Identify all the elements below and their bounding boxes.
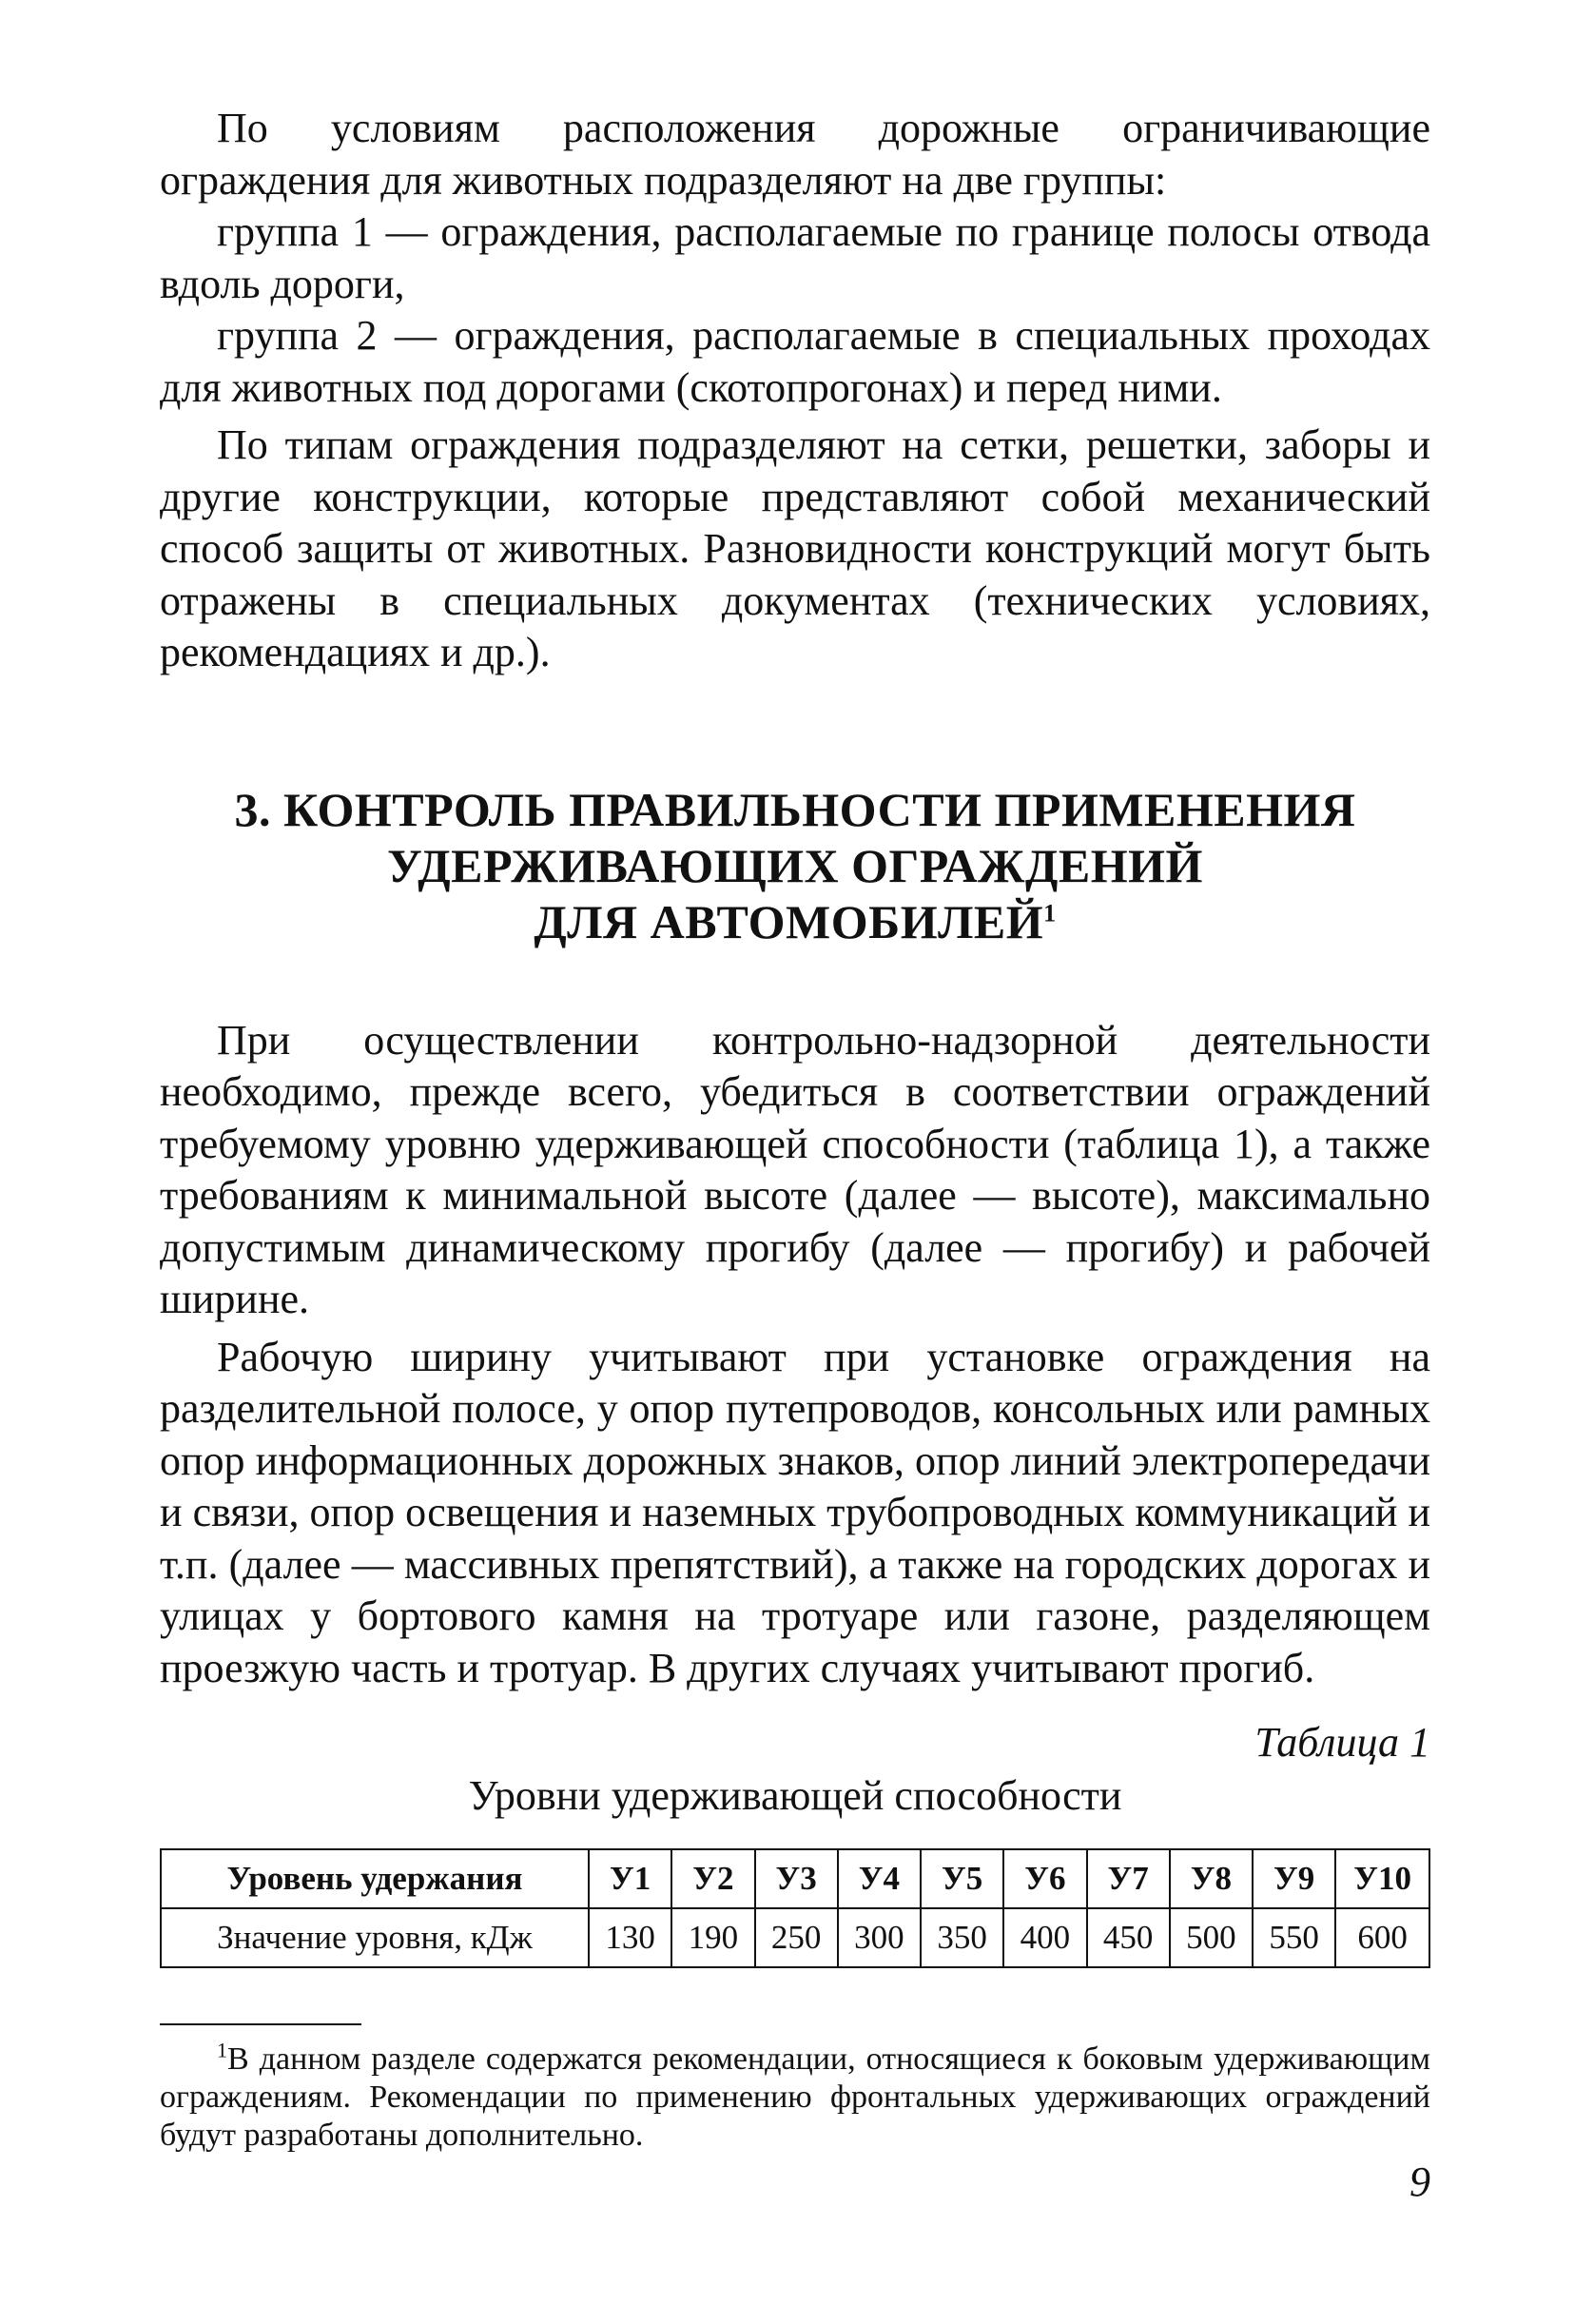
intro-paragraph-2: группа 1 — ограждения, располагаемые по границе полосы отвода вдоль дороги, bbox=[160, 208, 1430, 307]
table-cell: 130 bbox=[589, 1908, 671, 1967]
intro-paragraph-3: группа 2 — ограждения, располагаемые в специальных проходах для животных под дорогами (скотопрогонах) и перед ними. bbox=[160, 312, 1430, 411]
table-cell: 450 bbox=[1087, 1908, 1170, 1967]
table-cell: 550 bbox=[1253, 1908, 1335, 1967]
section-heading-line-2: УДЕРЖИВАЮЩИХ ОГРАЖДЕНИЙ bbox=[387, 838, 1203, 892]
table-cell: 300 bbox=[838, 1908, 921, 1967]
table-cell: 500 bbox=[1170, 1908, 1253, 1967]
table-cell: 350 bbox=[921, 1908, 1003, 1967]
table-header-label: Уровень удержания bbox=[161, 1849, 589, 1908]
table-row-label: Значение уровня, кДж bbox=[161, 1908, 589, 1967]
intro-paragraph-4: По типам ограждения подразделяют на сетки, решетки, заборы и другие конструкции, которые представляют собой механический способ защиты от животных. Разновидности конструкций могут быть отражены в специальных документах (технических условиях, рекомендациях и др.). bbox=[160, 421, 1430, 675]
footnote-reference[interactable]: 1 bbox=[1043, 898, 1057, 927]
table-cell: 250 bbox=[755, 1908, 838, 1967]
table-cell: 400 bbox=[1003, 1908, 1086, 1967]
table-header-cell: У9 bbox=[1253, 1849, 1335, 1908]
section-paragraph-1: При осуществлении контрольно-надзорной деятельности необходимо, прежде всего, убедиться в соответствии ограждений требуемому уровню удерживающей способности (таблица 1), а также требованиям к минимальной высоте (далее — высоте), максимально допустимым динамическому прогибу (далее — прогибу) и рабочей ширине. bbox=[160, 1016, 1430, 1322]
section-heading-line-3 bbox=[160, 894, 1430, 950]
section-heading-line-3-text: ДЛЯ АВТОМОБИЛЕЙ bbox=[534, 894, 1044, 948]
table-cell: 190 bbox=[671, 1908, 754, 1967]
intro-paragraph-1: По условиям расположения дорожные ограничивающие ограждения для животных подразделяют на две группы: bbox=[160, 105, 1430, 204]
section-heading-line-1: 3. КОНТРОЛЬ ПРАВИЛЬНОСТИ ПРИМЕНЕНИЯ bbox=[234, 782, 1356, 836]
table-title: Уровни удерживающей способности bbox=[468, 1772, 1122, 1819]
table-header-row bbox=[161, 1849, 1429, 1908]
table-header-cell: У5 bbox=[921, 1849, 1003, 1908]
page-number: 9 bbox=[1409, 2158, 1430, 2205]
table-header-cell: У4 bbox=[838, 1849, 921, 1908]
section-heading bbox=[160, 782, 1430, 950]
table-label: Таблица 1 bbox=[1254, 1719, 1430, 1766]
table-header-cell: У1 bbox=[589, 1849, 671, 1908]
footnote-mark: 1 bbox=[217, 2038, 227, 2062]
table-header-cell: У7 bbox=[1087, 1849, 1170, 1908]
table-header-cell: У6 bbox=[1003, 1849, 1086, 1908]
table-header-cell: У3 bbox=[755, 1849, 838, 1908]
table-header-cell: У8 bbox=[1170, 1849, 1253, 1908]
footnote bbox=[160, 2038, 1430, 2155]
page-content bbox=[160, 103, 1430, 2155]
footnote-text: В данном разделе содержатся рекомендации, относящиеся к боковым удерживающим ограждениям. Рекомендации по применению фронтальных удерживающих ограждений будут разработаны дополнительно. bbox=[160, 2041, 1430, 2153]
table-header-cell: У2 bbox=[671, 1849, 754, 1908]
section-paragraph-2: Рабочую ширину учитывают при установке ограждения на разделительной полосе, у опор путепроводов, консольных или рамных опор информационных дорожных знаков, опор линий электропередачи и связи, опор освещения и наземных трубопроводных коммуникаций и т.п. (далее — массивных препятствий), а также на городских дорогах и улицах у бортового камня на тротуаре или газоне, разделяющем проезжую часть и тротуар. В других случаях учитывают прогиб. bbox=[160, 1333, 1430, 1691]
table-cell: 600 bbox=[1335, 1908, 1429, 1967]
table-row bbox=[161, 1908, 1429, 1967]
footnote-divider bbox=[160, 2023, 361, 2025]
levels-table bbox=[160, 1848, 1430, 1968]
table-header-cell: У10 bbox=[1335, 1849, 1429, 1908]
